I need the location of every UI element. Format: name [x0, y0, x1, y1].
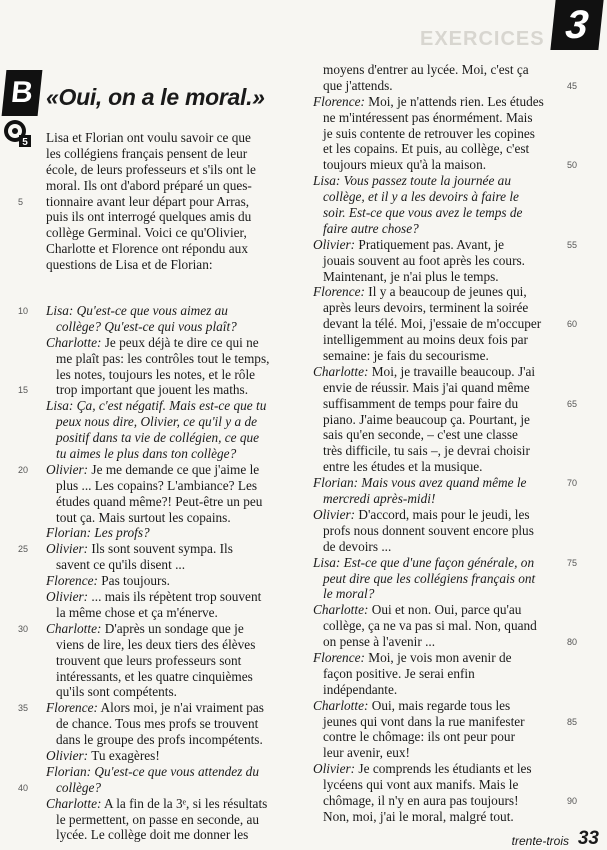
line-text: puis ils ont interrogé quelques amis du	[46, 209, 252, 225]
text-line	[313, 809, 569, 825]
text-line	[313, 332, 569, 348]
text-line	[46, 732, 296, 748]
text-line	[46, 430, 296, 446]
line-text: façon positive. Je serai enfin	[323, 665, 475, 681]
line-text: sais qu'en seconde, – c'est une classe	[323, 427, 518, 443]
line-text: collège Germinal. Voici ce qu'Olivier,	[46, 225, 247, 241]
line-text: indépendante.	[323, 681, 398, 697]
line-text: Pas toujours.	[101, 573, 170, 589]
right-text-column	[313, 62, 578, 825]
page-number: 33	[577, 828, 599, 849]
line-text: questions de Lisa et de Florian:	[46, 257, 213, 273]
text-line	[313, 126, 569, 142]
text-line	[313, 459, 569, 475]
line-text: dans le groupe des profs incompétents.	[56, 732, 263, 748]
line-number: 50	[567, 160, 578, 171]
speaker-label: Lisa:	[313, 173, 341, 189]
speaker-label: Charlotte:	[313, 602, 369, 618]
line-text: intelligemment au moins deux fois par	[323, 332, 528, 348]
text-line	[46, 367, 296, 383]
line-text: les notes, toujours les notes, et le rôle	[56, 366, 256, 382]
line-text: faire autre chose?	[323, 220, 419, 236]
text-line	[313, 236, 578, 253]
text-line	[313, 554, 578, 571]
text-line	[46, 827, 296, 843]
line-text: les collégiens français pensent de leur	[46, 145, 248, 161]
line-number: 85	[567, 716, 578, 727]
text-line	[46, 589, 296, 605]
line-text: Tu exagères!	[91, 747, 160, 763]
speaker-label: Florence:	[46, 700, 98, 716]
line-text: Moi, je travaille beaucoup. J'ai	[371, 363, 536, 379]
line-text: lycéens qui vont aux manifs. Mais le	[323, 777, 519, 793]
line-text: études quand même?! Peut-être un peu	[56, 493, 263, 509]
line-text: soir. Est-ce que vous avez le temps de	[323, 205, 523, 221]
text-line	[313, 141, 569, 157]
text-line	[46, 241, 296, 257]
line-text: plus ... Les copains? L'ambiance? Les	[56, 477, 258, 493]
line-text: Les profs?	[94, 525, 150, 541]
text-line	[46, 319, 296, 335]
text-line	[313, 475, 578, 491]
line-text: devant la télé. Moi, j'essaie de m'occuper	[323, 316, 542, 332]
line-text: moyens d'entrer au lycée. Moi, c'est ça	[323, 62, 529, 77]
text-line	[313, 300, 569, 316]
text-line	[46, 637, 296, 653]
text-line	[313, 792, 578, 809]
line-text: trop important que jouent les maths.	[56, 382, 249, 398]
left-text-column	[18, 130, 296, 843]
text-line	[18, 303, 296, 319]
text-line	[46, 130, 296, 146]
text-line	[313, 284, 569, 300]
line-text: Moi, je n'attends rien. Les études	[368, 93, 544, 109]
speaker-label: Lisa:	[313, 554, 341, 570]
text-line	[46, 653, 296, 669]
line-text: Ils sont souvent sympa. Ils	[91, 541, 233, 557]
text-line	[46, 796, 296, 812]
line-text: D'accord, mais pour le jeudi, les	[358, 506, 530, 522]
line-text: lycée. Le collège doit me donner les	[56, 827, 249, 843]
text-line	[46, 494, 296, 510]
text-line	[313, 729, 569, 745]
line-number: 15	[18, 385, 29, 396]
line-text: tionnaire avant leur départ pour Arras,	[46, 193, 250, 209]
line-text: la même chose et ça m'énerve.	[56, 604, 218, 620]
text-line	[313, 666, 569, 682]
paragraph-gap	[46, 273, 296, 303]
speaker-label: Lisa:	[46, 398, 74, 414]
line-text: profs nous donnent souvent encore plus	[323, 522, 534, 538]
text-line	[313, 777, 569, 793]
line-text: trouvent que leurs professeurs sont	[56, 652, 242, 668]
text-line	[313, 539, 569, 555]
svg-text:5: 5	[22, 137, 28, 148]
line-text: ... mais ils répètent trop souvent	[91, 589, 262, 605]
text-line	[313, 189, 569, 205]
text-line	[313, 157, 578, 173]
line-text: viens de lire, les deux tiers des élèves	[56, 636, 256, 652]
line-number: 40	[18, 782, 29, 793]
line-text: positif dans ta vie de collégien, ce que	[56, 430, 260, 446]
line-number: 45	[567, 80, 578, 91]
speaker-label: Olivier:	[313, 236, 356, 252]
text-line	[46, 146, 296, 162]
line-text: Alors moi, je n'ai vraiment pas	[100, 700, 264, 716]
line-text: Pratiquement pas. Avant, je	[358, 236, 505, 252]
speaker-label: Olivier:	[313, 506, 356, 522]
text-line	[46, 414, 296, 430]
line-text: Je me demande ce que j'aime le	[91, 461, 260, 477]
line-number: 10	[18, 306, 29, 317]
line-number: 5	[18, 196, 24, 207]
line-text: jeunes qui vont dans la rue manifester	[323, 713, 525, 729]
line-text: envie de réussir. Mais j'ai quand même	[323, 379, 530, 395]
text-line	[313, 205, 569, 221]
text-line	[18, 620, 296, 637]
line-text: peux nous dire, Olivier, ce qu'il y a de	[56, 414, 258, 430]
speaker-label: Charlotte:	[313, 697, 369, 713]
text-line	[46, 335, 296, 351]
speaker-label: Olivier:	[313, 761, 356, 777]
text-line	[46, 764, 296, 780]
line-text: Il y a beaucoup de jeunes qui,	[368, 284, 527, 300]
page-word: trente-trois	[511, 834, 569, 848]
text-line	[313, 94, 569, 110]
text-line	[313, 62, 569, 78]
text-line	[46, 162, 296, 178]
text-line	[313, 618, 569, 634]
line-text: Qu'est-ce que vous attendez du	[94, 763, 259, 779]
line-number: 20	[18, 464, 29, 475]
line-text: jouais souvent au foot après les cours.	[323, 252, 525, 268]
text-line	[46, 605, 296, 621]
text-line	[313, 571, 569, 587]
line-text: toujours mieux qu'à la maison.	[323, 157, 487, 173]
line-text: Vous passez toute la journée au	[343, 173, 511, 189]
text-line	[313, 761, 569, 777]
line-text: suffisamment de temps pour faire du	[323, 395, 519, 411]
line-text: Maintenant, je n'ai plus le temps.	[323, 268, 499, 284]
text-line	[313, 682, 569, 698]
text-line	[313, 634, 578, 650]
text-line	[313, 173, 569, 189]
text-line	[18, 779, 296, 796]
speaker-label: Charlotte:	[46, 620, 102, 636]
line-text: Ça, c'est négatif. Mais est-ce que tu	[76, 398, 267, 414]
line-text: tu aimes le plus dans ton collège?	[56, 446, 237, 462]
line-text: chômage, il n'y en aura pas toujours!	[323, 792, 519, 808]
line-text: tout ça. Mais surtout les copains.	[56, 509, 231, 525]
text-line	[46, 351, 296, 367]
line-number: 90	[567, 795, 578, 806]
line-text: et les copains. Et puis, au collège, c'est	[323, 141, 530, 157]
line-text: moral. Ils ont d'abord préparé un ques-	[46, 177, 252, 193]
speaker-label: Charlotte:	[46, 795, 102, 811]
text-line	[46, 178, 296, 194]
text-line	[46, 257, 296, 273]
line-text: Qu'est-ce que vous aimez au	[76, 303, 228, 319]
speaker-label: Florence:	[313, 284, 365, 300]
line-number: 35	[18, 703, 29, 714]
line-text: le permettent, on passe en seconde, au	[56, 811, 260, 827]
speaker-label: Florence:	[46, 573, 98, 589]
text-line	[313, 412, 569, 428]
text-line	[313, 395, 578, 412]
text-line	[313, 586, 569, 602]
page-title: «Oui, on a le moral.»	[46, 84, 265, 110]
line-text: de chance. Tous mes profs se trouvent	[56, 716, 259, 732]
text-line	[313, 77, 578, 94]
faint-header-decoration: EXERCICES	[420, 28, 545, 50]
text-line	[18, 193, 296, 210]
line-text: Moi, je vois mon avenir de	[368, 649, 512, 665]
text-line	[46, 478, 296, 494]
line-text: Oui et non. Oui, parce qu'au	[371, 602, 522, 618]
text-line	[46, 716, 296, 732]
line-text: Mais vous avez quand même le	[361, 475, 527, 491]
text-line	[46, 525, 296, 541]
section-letter-badge: B	[2, 70, 43, 116]
text-line	[46, 398, 296, 414]
line-number: 70	[567, 478, 578, 489]
text-line	[46, 209, 296, 225]
line-text: me plaît pas: les contrôles tout le temps,	[56, 350, 270, 366]
speaker-label: Florence:	[313, 93, 365, 109]
text-line	[313, 427, 569, 443]
line-text: collège?	[56, 779, 102, 795]
line-text: D'après un sondage que je	[104, 620, 244, 636]
text-line	[46, 748, 296, 764]
line-text: collège, ça ne va pas si mal. Non, quand	[323, 618, 537, 634]
text-line	[313, 698, 569, 714]
text-line	[46, 573, 296, 589]
line-text: Lisa et Florian ont voulu savoir ce que	[46, 130, 251, 145]
line-number: 60	[567, 319, 578, 330]
line-text: piano. J'aime beaucoup ça. Pourtant, je	[323, 411, 530, 427]
line-number: 65	[567, 398, 578, 409]
speaker-label: Florian:	[46, 525, 92, 541]
text-line	[18, 700, 296, 716]
line-text: Est-ce que d'une façon générale, on	[343, 554, 535, 570]
line-text: très difficile, tu sais –, je devrai choisir	[323, 443, 530, 459]
text-line	[313, 443, 569, 459]
line-text: le moral?	[323, 586, 375, 602]
speaker-label: Lisa:	[46, 303, 74, 319]
text-line	[313, 745, 569, 761]
line-number: 30	[18, 623, 29, 634]
line-number: 75	[567, 557, 578, 568]
line-text: savent ce qu'ils disent ...	[56, 557, 186, 573]
text-line	[313, 348, 569, 364]
text-line	[313, 316, 578, 332]
line-text: contre le chômage: ils ont peur pour	[323, 729, 516, 745]
line-text: on pense à l'avenir ...	[323, 634, 436, 650]
line-text: Charlotte et Florence ont répondu aux	[46, 241, 248, 257]
line-number: 55	[567, 239, 578, 250]
line-text: école, de leurs professeurs et s'ils ont le	[46, 161, 256, 177]
text-line	[46, 557, 296, 573]
text-line	[313, 269, 569, 285]
text-line	[313, 253, 569, 269]
line-number: 25	[18, 544, 29, 555]
text-line	[46, 669, 296, 685]
text-line	[46, 225, 296, 241]
speaker-label: Florence:	[313, 649, 365, 665]
line-text: collège? Qu'est-ce qui vous plaît?	[56, 318, 237, 334]
text-line	[46, 812, 296, 828]
text-line	[313, 650, 569, 666]
line-text: leur avenir, eux!	[323, 745, 410, 761]
speaker-label: Olivier:	[46, 541, 89, 557]
text-line	[313, 491, 569, 507]
text-line	[313, 380, 569, 396]
speaker-label: Charlotte:	[46, 334, 102, 350]
line-text: qu'ils sont compétents.	[56, 684, 177, 700]
text-line	[313, 364, 569, 380]
line-text: de devoirs ...	[323, 538, 392, 554]
text-line	[18, 541, 296, 557]
line-text: intéressants, et les quatre cinquièmes	[56, 668, 253, 684]
speaker-label: Florian:	[46, 763, 92, 779]
text-line	[313, 602, 569, 618]
text-line	[313, 507, 569, 523]
line-number: 80	[567, 637, 578, 648]
line-text: je suis contente de retrouver les copines	[323, 125, 535, 141]
speaker-label: Olivier:	[46, 461, 89, 477]
line-text: Je comprends les étudiants et les	[358, 761, 532, 777]
text-line	[313, 221, 569, 237]
audio-cd-icon	[2, 118, 32, 148]
line-text: que j'attends.	[323, 77, 393, 93]
speaker-label: Florian:	[313, 475, 359, 491]
line-text: peut dire que les collégiens français ont	[323, 570, 536, 586]
line-text: Je peux déjà te dire ce qui ne	[104, 334, 259, 350]
text-line	[46, 446, 296, 462]
line-text: ne m'intéressent pas énormément. Mais	[323, 109, 533, 125]
speaker-label: Charlotte:	[313, 363, 369, 379]
line-text: Oui, mais regarde tous les	[371, 697, 511, 713]
text-line	[18, 382, 296, 398]
line-text: entre les études et la musique.	[323, 459, 483, 475]
text-line	[313, 110, 569, 126]
text-line	[46, 684, 296, 700]
line-text: mercredi après-midi!	[323, 491, 436, 507]
text-line	[18, 461, 296, 478]
speaker-label: Olivier:	[46, 589, 89, 605]
chapter-number-badge: 3	[550, 0, 603, 50]
text-line	[46, 510, 296, 526]
text-line	[313, 523, 569, 539]
speaker-label: Olivier:	[46, 747, 89, 763]
line-text: après leurs devoirs, terminent la soirée	[323, 300, 529, 316]
text-line	[313, 713, 578, 730]
line-text: A la fin de la 3ᵉ, si les résultats	[104, 795, 268, 811]
line-text: semaine: je fais du secourisme.	[323, 348, 489, 364]
line-text: Non, moi, j'ai le moral, malgré tout.	[323, 808, 514, 824]
line-text: collège, et il y a les devoirs à faire le	[323, 189, 519, 205]
